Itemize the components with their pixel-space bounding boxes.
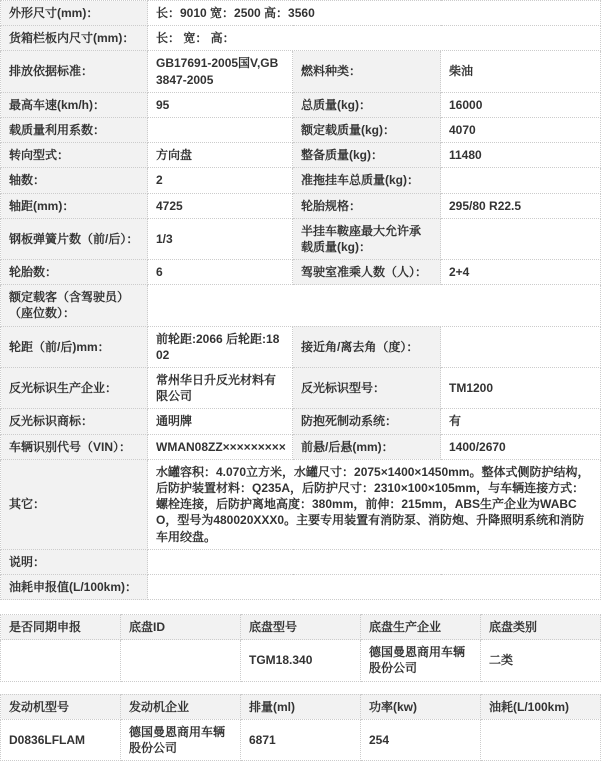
spec-label: 防抱死制动系统： <box>293 409 441 434</box>
chassis-cell: 二类 <box>481 640 601 681</box>
spec-label: 准拖挂车总质量(kg)： <box>293 168 441 193</box>
spec-value <box>148 117 293 142</box>
spec-label: 整备质量(kg)： <box>293 143 441 168</box>
engine-cell: D0836LFLAM <box>1 719 121 760</box>
chassis-cell <box>1 640 121 681</box>
spec-label: 载质量利用系数： <box>1 117 148 142</box>
chassis-cell: 德国曼恩商用车辆股份公司 <box>361 640 481 681</box>
column-header: 底盘ID <box>121 615 241 640</box>
spec-label: 说明： <box>1 549 148 574</box>
table-row <box>1 168 601 193</box>
spec-label: 额定载客（含驾驶员）（座位数）： <box>1 285 148 326</box>
spec-label: 总质量(kg)： <box>293 92 441 117</box>
table-row <box>1 549 601 574</box>
spec-value <box>441 168 601 193</box>
table-row <box>1 326 601 367</box>
table-row <box>1 459 601 549</box>
table-row <box>1 143 601 168</box>
spec-value: 1400/2670 <box>441 434 601 459</box>
table-row <box>1 574 601 599</box>
column-header: 发动机型号 <box>1 694 121 719</box>
spec-value: GB17691-2005国V,GB3847-2005 <box>148 51 293 92</box>
spec-value <box>441 326 601 367</box>
table-row <box>1 409 601 434</box>
column-header: 发动机企业 <box>121 694 241 719</box>
column-header: 排量(ml) <box>241 694 361 719</box>
spec-value <box>148 285 601 326</box>
column-header: 油耗(L/100km) <box>481 694 601 719</box>
spec-label: 轴数： <box>1 168 148 193</box>
table-row <box>1 719 601 760</box>
engine-cell: 德国曼恩商用车辆股份公司 <box>121 719 241 760</box>
spec-label: 外形尺寸(mm)： <box>1 1 148 26</box>
spec-value: 295/80 R22.5 <box>441 193 601 218</box>
table-row <box>1 218 601 259</box>
engine-cell: 6871 <box>241 719 361 760</box>
chassis-cell: TGM18.340 <box>241 640 361 681</box>
other-equipment-text: 水罐容积：4.070立方米，水罐尺寸：2075×1400×1450mm。整体式侧防护结构，后防护装置材料：Q235A，后防护尺寸：2310×100×105mm，与车辆连接方式：螺栓连接，后防护离地高度：380mm，前伸：215mm，ABS生产企业为WABCO，型号为480020XXX0。主要专用装置有消防泵、消防炮、升降照明系统和消防车用绞盘。 <box>148 459 601 549</box>
spec-value: 4070 <box>441 117 601 142</box>
column-header: 底盘类别 <box>481 615 601 640</box>
spec-value: TM1200 <box>441 368 601 409</box>
table-row <box>1 640 601 681</box>
table-row <box>1 1 601 26</box>
spec-label: 反光标识型号： <box>293 368 441 409</box>
engine-table <box>0 694 601 761</box>
spec-value <box>148 549 601 574</box>
spec-value: 柴油 <box>441 51 601 92</box>
spec-label: 接近角/离去角（度）： <box>293 326 441 367</box>
table-row <box>1 434 601 459</box>
column-header: 功率(kw) <box>361 694 481 719</box>
spec-label: 反光标识生产企业： <box>1 368 148 409</box>
chassis-cell <box>121 640 241 681</box>
spec-value: 4725 <box>148 193 293 218</box>
spec-label: 轮距（前/后)mm： <box>1 326 148 367</box>
spec-label: 前悬/后悬(mm)： <box>293 434 441 459</box>
spec-value: 长： 宽： 高： <box>148 26 601 51</box>
spec-value: 通明牌 <box>148 409 293 434</box>
spec-label: 轴距(mm)： <box>1 193 148 218</box>
spec-value: 2+4 <box>441 260 601 285</box>
spec-value: 常州华日升反光材料有限公司 <box>148 368 293 409</box>
spec-value: 95 <box>148 92 293 117</box>
spec-value: 16000 <box>441 92 601 117</box>
spec-label: 轮胎规格： <box>293 193 441 218</box>
engine-header-row <box>1 694 601 719</box>
spec-label: 货箱栏板内尺寸(mm)： <box>1 26 148 51</box>
spec-value: 11480 <box>441 143 601 168</box>
spec-label: 排放依据标准： <box>1 51 148 92</box>
spec-value: 前轮距:2066 后轮距:1802 <box>148 326 293 367</box>
spec-label: 车辆识别代号（VIN）： <box>1 434 148 459</box>
spec-label: 油耗申报值(L/100km)： <box>1 574 148 599</box>
table-row <box>1 26 601 51</box>
spec-label: 半挂车鞍座最大允许承载质量(kg)： <box>293 218 441 259</box>
spec-value <box>148 574 601 599</box>
table-row <box>1 260 601 285</box>
spec-label: 最高车速(km/h)： <box>1 92 148 117</box>
column-header: 底盘生产企业 <box>361 615 481 640</box>
engine-cell: 254 <box>361 719 481 760</box>
column-header: 是否同期申报 <box>1 615 121 640</box>
table-row <box>1 92 601 117</box>
spec-label: 燃料种类： <box>293 51 441 92</box>
spec-label: 轮胎数： <box>1 260 148 285</box>
spec-value: 方向盘 <box>148 143 293 168</box>
spec-label: 反光标识商标： <box>1 409 148 434</box>
table-row <box>1 368 601 409</box>
engine-cell <box>481 719 601 760</box>
spec-label: 钢板弹簧片数（前/后）： <box>1 218 148 259</box>
spec-value: 1/3 <box>148 218 293 259</box>
table-row <box>1 193 601 218</box>
spec-value: 2 <box>148 168 293 193</box>
spec-value: 长：9010 宽：2500 高：3560 <box>148 1 601 26</box>
spec-value <box>441 218 601 259</box>
chassis-header-row <box>1 615 601 640</box>
vin-value: WMAN08ZZ××××××××× <box>148 434 293 459</box>
table-row <box>1 117 601 142</box>
spec-value: 有 <box>441 409 601 434</box>
spec-value: 6 <box>148 260 293 285</box>
chassis-table <box>0 614 601 682</box>
column-header: 底盘型号 <box>241 615 361 640</box>
spec-label: 转向型式： <box>1 143 148 168</box>
spec-label: 额定载质量(kg)： <box>293 117 441 142</box>
spec-label: 其它： <box>1 459 148 549</box>
table-row <box>1 285 601 326</box>
table-row <box>1 51 601 92</box>
spec-label: 驾驶室准乘人数（人）： <box>293 260 441 285</box>
